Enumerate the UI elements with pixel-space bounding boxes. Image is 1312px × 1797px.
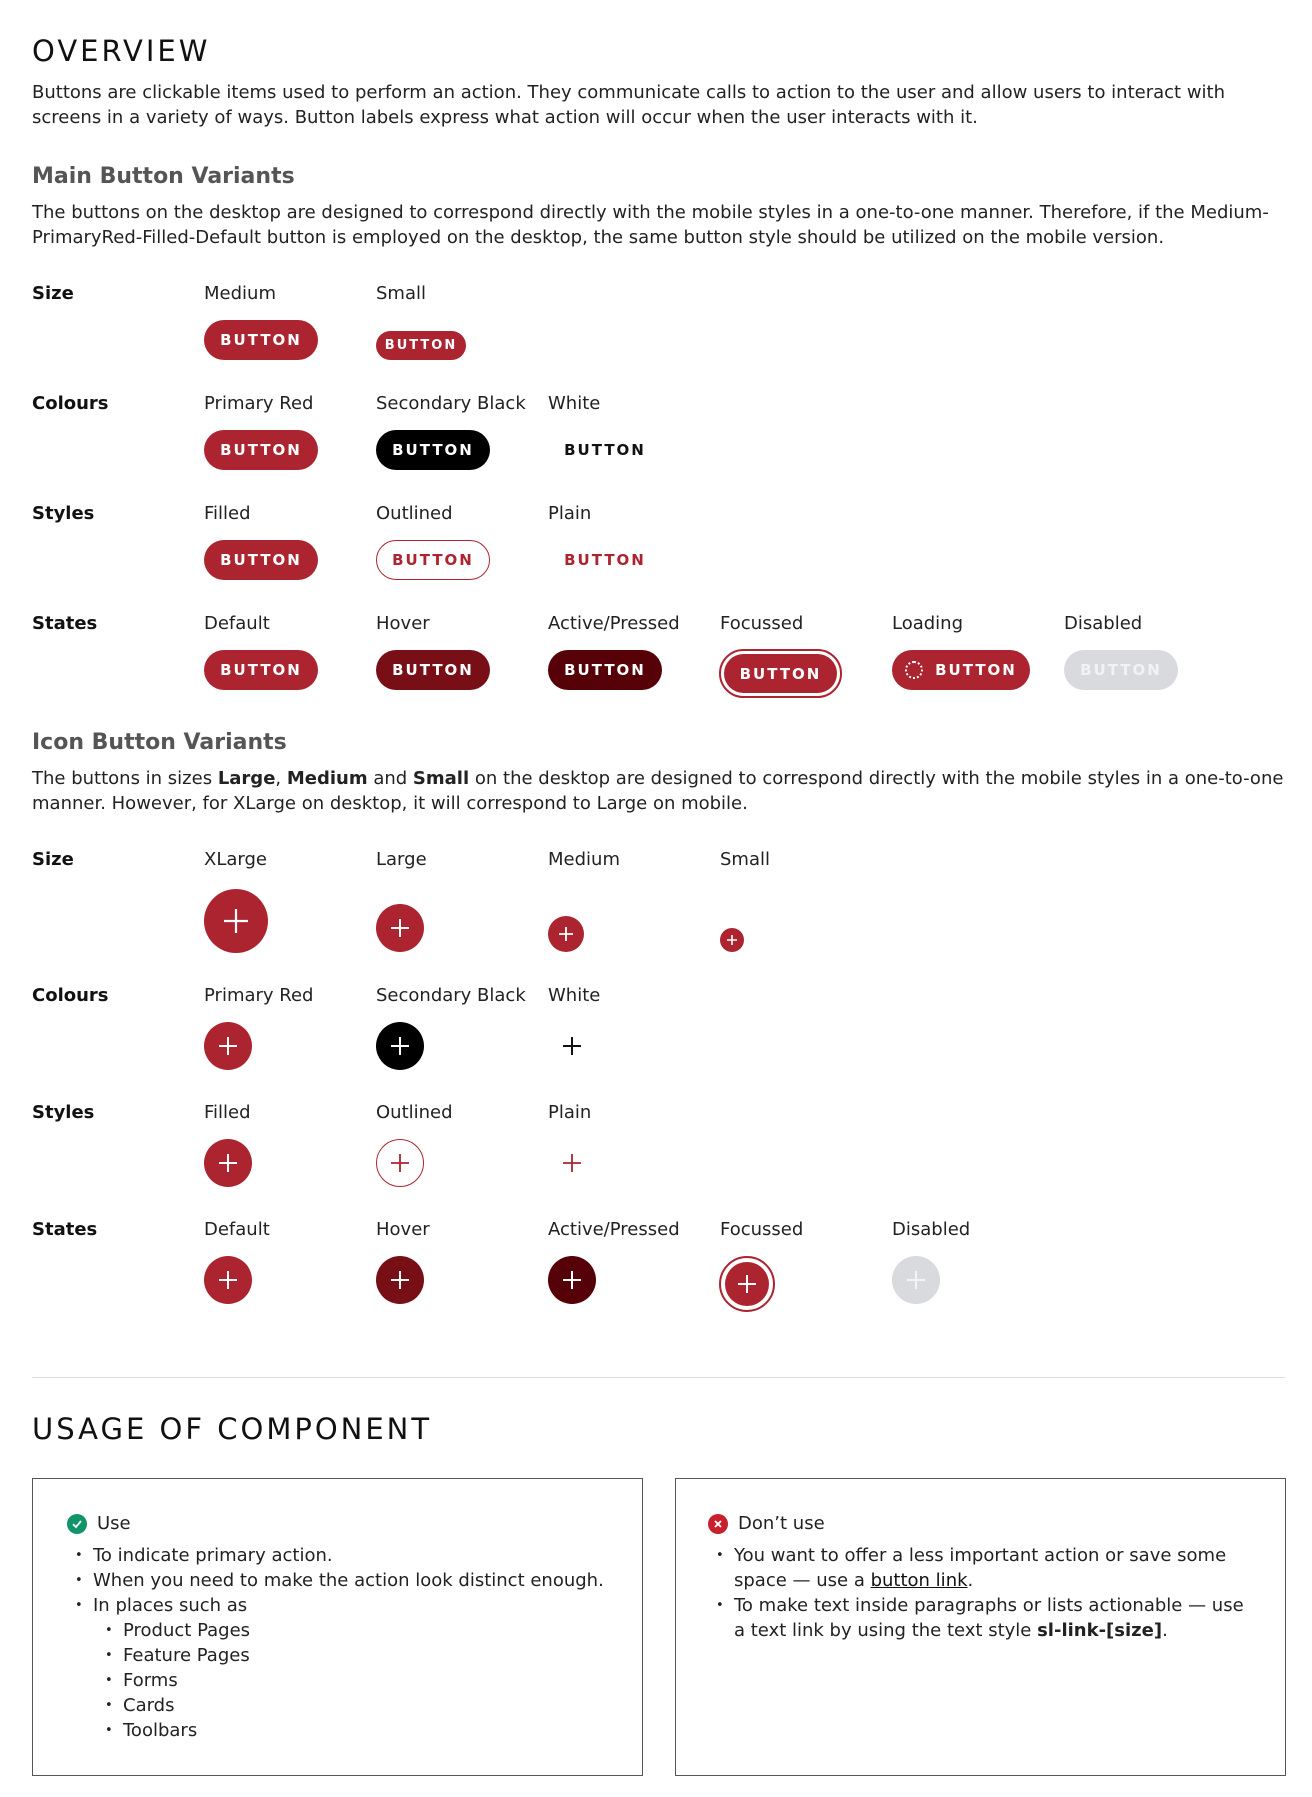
icon-button-medium[interactable]: [548, 916, 584, 952]
button-disabled: BUTTON: [1064, 650, 1178, 690]
col-label-default: Default: [204, 613, 270, 634]
use-card: [32, 1478, 643, 1776]
button-outlined[interactable]: BUTTON: [376, 540, 490, 580]
list-item: • When you need to make the action look distinct enough.: [75, 1568, 615, 1593]
plus-icon: [389, 1269, 411, 1291]
button-white[interactable]: BUTTON: [564, 441, 646, 459]
button-hover[interactable]: BUTTON: [376, 650, 490, 690]
plus-icon: [905, 1269, 927, 1291]
icon-col-label-large: Large: [376, 849, 427, 870]
icon-variants-text: The buttons in sizes Large, Medium and Small on the desktop are designed to correspond directly with the mobile styles in a one-to-one manner. However, for XLarge on desktop, it will correspond to Large on mobile.: [32, 768, 1284, 814]
icon-col-label-focussed: Focussed: [720, 1219, 804, 1240]
section-divider: [32, 1377, 1285, 1378]
list-item: • Cards: [105, 1693, 405, 1718]
dont-use-list: [716, 1543, 1256, 1643]
plus-icon: [561, 1152, 583, 1174]
icon-button-active[interactable]: [548, 1256, 596, 1304]
plus-icon: [389, 917, 411, 939]
col-label-white: White: [548, 393, 601, 414]
icon-col-label-secondary-black: Secondary Black: [376, 985, 526, 1006]
icon-button-xlarge[interactable]: [204, 889, 268, 953]
icon-col-label-medium: Medium: [548, 849, 620, 870]
spinner-icon: [905, 661, 923, 679]
icon-col-label-xlarge: XLarge: [204, 849, 267, 870]
button-secondary-black[interactable]: BUTTON: [376, 430, 490, 470]
icon-row-label-size: Size: [32, 849, 74, 870]
plus-icon: [217, 1035, 239, 1057]
col-label-medium: Medium: [204, 283, 276, 304]
use-card-title: Use: [67, 1513, 131, 1534]
button-link[interactable]: button link: [870, 1570, 968, 1591]
button-active[interactable]: BUTTON: [548, 650, 662, 690]
icon-button-large[interactable]: [376, 904, 424, 952]
button-small[interactable]: BUTTON: [376, 331, 466, 360]
col-label-secondary-black: Secondary Black: [376, 393, 526, 414]
plus-icon: [561, 1035, 583, 1057]
col-label-primary-red: Primary Red: [204, 393, 314, 414]
icon-col-label-small: Small: [720, 849, 770, 870]
plus-icon: [222, 907, 250, 935]
icon-button-focussed[interactable]: [725, 1262, 769, 1306]
button-loading[interactable]: [892, 650, 1030, 690]
row-label-styles: Styles: [32, 503, 95, 524]
overview-text: Buttons are clickable items used to perform an action. They communicate calls to action to the user and allow users to interact with screens in a variety of ways. Button labels express what action will occur when the user interacts with it.: [32, 82, 1226, 128]
icon-col-label-hover: Hover: [376, 1219, 430, 1240]
col-label-filled: Filled: [204, 503, 251, 524]
button-primary-red[interactable]: BUTTON: [204, 430, 318, 470]
icon-row-label-styles: Styles: [32, 1102, 95, 1123]
list-item: • To indicate primary action.: [75, 1543, 615, 1568]
col-label-outlined: Outlined: [376, 503, 453, 524]
icon-button-filled[interactable]: [204, 1139, 252, 1187]
button-plain[interactable]: BUTTON: [564, 551, 646, 569]
dont-use-card-title: Don’t use: [708, 1513, 825, 1534]
col-label-active: Active/Pressed: [548, 613, 680, 634]
main-variants-title: Main Button Variants: [32, 164, 295, 189]
col-label-plain: Plain: [548, 503, 592, 524]
icon-col-label-plain: Plain: [548, 1102, 592, 1123]
list-item: • To make text inside paragraphs or lists actionable — use a text link by using the text style sl-link-[size].: [716, 1593, 1256, 1643]
plus-icon: [217, 1269, 239, 1291]
button-focussed[interactable]: BUTTON: [724, 654, 837, 693]
col-label-loading: Loading: [892, 613, 964, 634]
icon-button-default[interactable]: [204, 1256, 252, 1304]
row-label-states: States: [32, 613, 98, 634]
plus-icon: [389, 1152, 411, 1174]
icon-row-label-colours: Colours: [32, 985, 109, 1006]
button-loading-label: BUTTON: [935, 661, 1017, 679]
button-medium[interactable]: BUTTON: [204, 320, 318, 360]
check-circle-icon: [67, 1514, 87, 1534]
error-circle-icon: [708, 1514, 728, 1534]
icon-button-outlined[interactable]: [376, 1139, 424, 1187]
use-list: [75, 1543, 615, 1618]
plus-icon: [217, 1152, 239, 1174]
button-default[interactable]: BUTTON: [204, 650, 318, 690]
icon-col-label-active: Active/Pressed: [548, 1219, 680, 1240]
icon-col-label-white: White: [548, 985, 601, 1006]
plus-icon: [725, 933, 739, 947]
plus-icon: [557, 925, 575, 943]
list-item: • Feature Pages: [105, 1643, 405, 1668]
icon-button-white[interactable]: [548, 1022, 596, 1070]
col-label-hover: Hover: [376, 613, 430, 634]
list-item: • Toolbars: [105, 1718, 405, 1743]
col-label-disabled: Disabled: [1064, 613, 1143, 634]
row-label-size: Size: [32, 283, 74, 304]
usage-title: USAGE OF COMPONENT: [32, 1412, 433, 1446]
plus-icon: [736, 1273, 758, 1295]
icon-button-disabled: [892, 1256, 940, 1304]
list-item: • Forms: [105, 1668, 405, 1693]
list-item: • In places such as: [75, 1593, 615, 1618]
overview-title: OVERVIEW: [32, 34, 211, 68]
icon-col-label-outlined: Outlined: [376, 1102, 453, 1123]
icon-button-plain[interactable]: [548, 1139, 596, 1187]
col-label-small: Small: [376, 283, 426, 304]
main-variants-text: The buttons on the desktop are designed to correspond directly with the mobile styles in a one-to-one manner. Therefore, if the Medium-PrimaryRed-Filled-Default button is employed on the desktop, the same button style should be utilized on the mobile version.: [32, 202, 1269, 248]
icon-button-primary-red[interactable]: [204, 1022, 252, 1070]
dont-use-card: [675, 1478, 1286, 1776]
row-label-colours: Colours: [32, 393, 109, 414]
list-item: • You want to offer a less important action or save some space — use a button link.: [716, 1543, 1256, 1593]
icon-button-small[interactable]: [720, 928, 744, 952]
use-sub-list: [105, 1618, 405, 1743]
col-label-focussed: Focussed: [720, 613, 804, 634]
icon-row-label-states: States: [32, 1219, 98, 1240]
icon-variants-title: Icon Button Variants: [32, 730, 287, 755]
button-filled[interactable]: BUTTON: [204, 540, 318, 580]
icon-button-hover[interactable]: [376, 1256, 424, 1304]
icon-col-label-primary-red: Primary Red: [204, 985, 314, 1006]
icon-col-label-disabled: Disabled: [892, 1219, 971, 1240]
plus-icon: [389, 1035, 411, 1057]
plus-icon: [561, 1269, 583, 1291]
icon-button-secondary-black[interactable]: [376, 1022, 424, 1070]
icon-col-label-filled: Filled: [204, 1102, 251, 1123]
list-item: • Product Pages: [105, 1618, 405, 1643]
icon-col-label-default: Default: [204, 1219, 270, 1240]
